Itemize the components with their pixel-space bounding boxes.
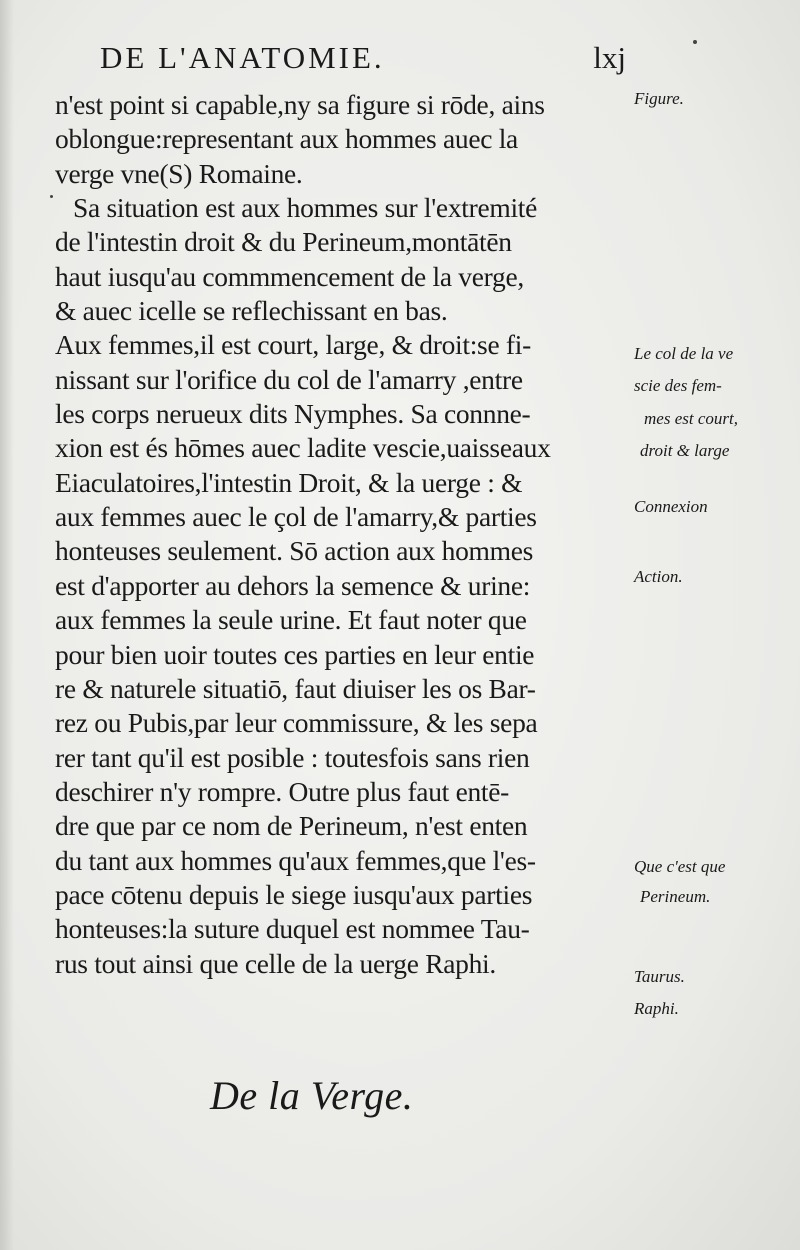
text-line: dre que par ce nom de Perineum, n'est enten [55, 810, 528, 842]
text-line: les corps nerueux dits Nymphes. Sa connne- [55, 398, 531, 430]
margin-note-col: mes est court, [644, 409, 738, 428]
text-line: aux femmes auec le çol de l'amarry,& parties [55, 501, 537, 533]
text-line: est d'apporter au dehors la semence & urine: [55, 569, 531, 601]
text-line: honteuses:la suture duquel est nommee Tau- [55, 913, 530, 945]
text-line: pace cōtenu depuis le siege iusqu'aux parties [55, 878, 533, 910]
margin-note-col: Le col de la ve [634, 344, 734, 363]
body-text [55, 88, 635, 981]
text-line: re & naturele situatiō, faut diuiser les os Bar- [55, 672, 536, 704]
folio-number: lxj [593, 40, 626, 75]
margin-note-col: scie des fem- [634, 376, 722, 395]
text-line: du tant aux hommes qu'aux femmes,que l'es- [55, 844, 536, 876]
text-line: deschirer n'y rompre. Outre plus faut entē- [55, 775, 510, 807]
text-line: rez ou Pubis,par leur commissure, & les sepa [55, 707, 538, 739]
margin-note-action: Action. [634, 567, 683, 586]
text-line: Aux femmes,il est court, large, & droit:se fi- [55, 329, 531, 361]
text-line: aux femmes la seule urine. Et faut noter que [55, 604, 527, 636]
running-head: DE L'ANATOMIE. [100, 40, 385, 75]
margin-note-taurus: Taurus. [634, 967, 685, 986]
text-line: n'est point si capable,ny sa figure si rōde, ains [55, 89, 545, 120]
text-line: haut iusqu'au commmencement de la verge, [55, 260, 524, 292]
text-line: oblongue:representant aux hommes auec la [55, 123, 518, 155]
section-title: De la Verge. [210, 1073, 414, 1118]
text-line: rus tout ainsi que celle de la uerge Raphi. [55, 947, 496, 979]
text-line: pour bien uoir toutes ces parties en leur entie [55, 638, 535, 670]
margin-note-perineum: Perineum. [640, 887, 711, 906]
ink-speck [693, 40, 697, 44]
margin-note-perineum: Que c'est que [634, 857, 726, 876]
gutter-shadow [0, 0, 14, 1250]
margin-note-col: droit & large [640, 441, 730, 460]
text-line: & auec icelle se reflechissant en bas. [55, 295, 448, 327]
text-line: verge vne(S) Romaine. [55, 157, 303, 189]
page-header [100, 40, 630, 84]
text-line: honteuses seulement. Sō action aux hommes [55, 535, 534, 567]
text-line: xion est és hōmes auec ladite vescie,uaisseaux [55, 432, 551, 464]
text-line: Sa situation est aux hommes sur l'extremité [73, 192, 538, 224]
text-line: rer tant qu'il est posible : toutesfois sans rien [55, 741, 530, 773]
text-line: Eiaculatoires,l'intestin Droit, & la uerge : & [55, 466, 523, 498]
text-line: nissant sur l'orifice du col de l'amarry ,entre [55, 363, 523, 395]
margin-note-raphi: Raphi. [634, 999, 679, 1018]
ink-speck [50, 195, 53, 198]
margin-note-connexion: Connexion [634, 497, 708, 516]
margin-note-figure: Figure. [634, 89, 684, 108]
text-line: de l'intestin droit & du Perineum,montātēn [55, 226, 512, 258]
